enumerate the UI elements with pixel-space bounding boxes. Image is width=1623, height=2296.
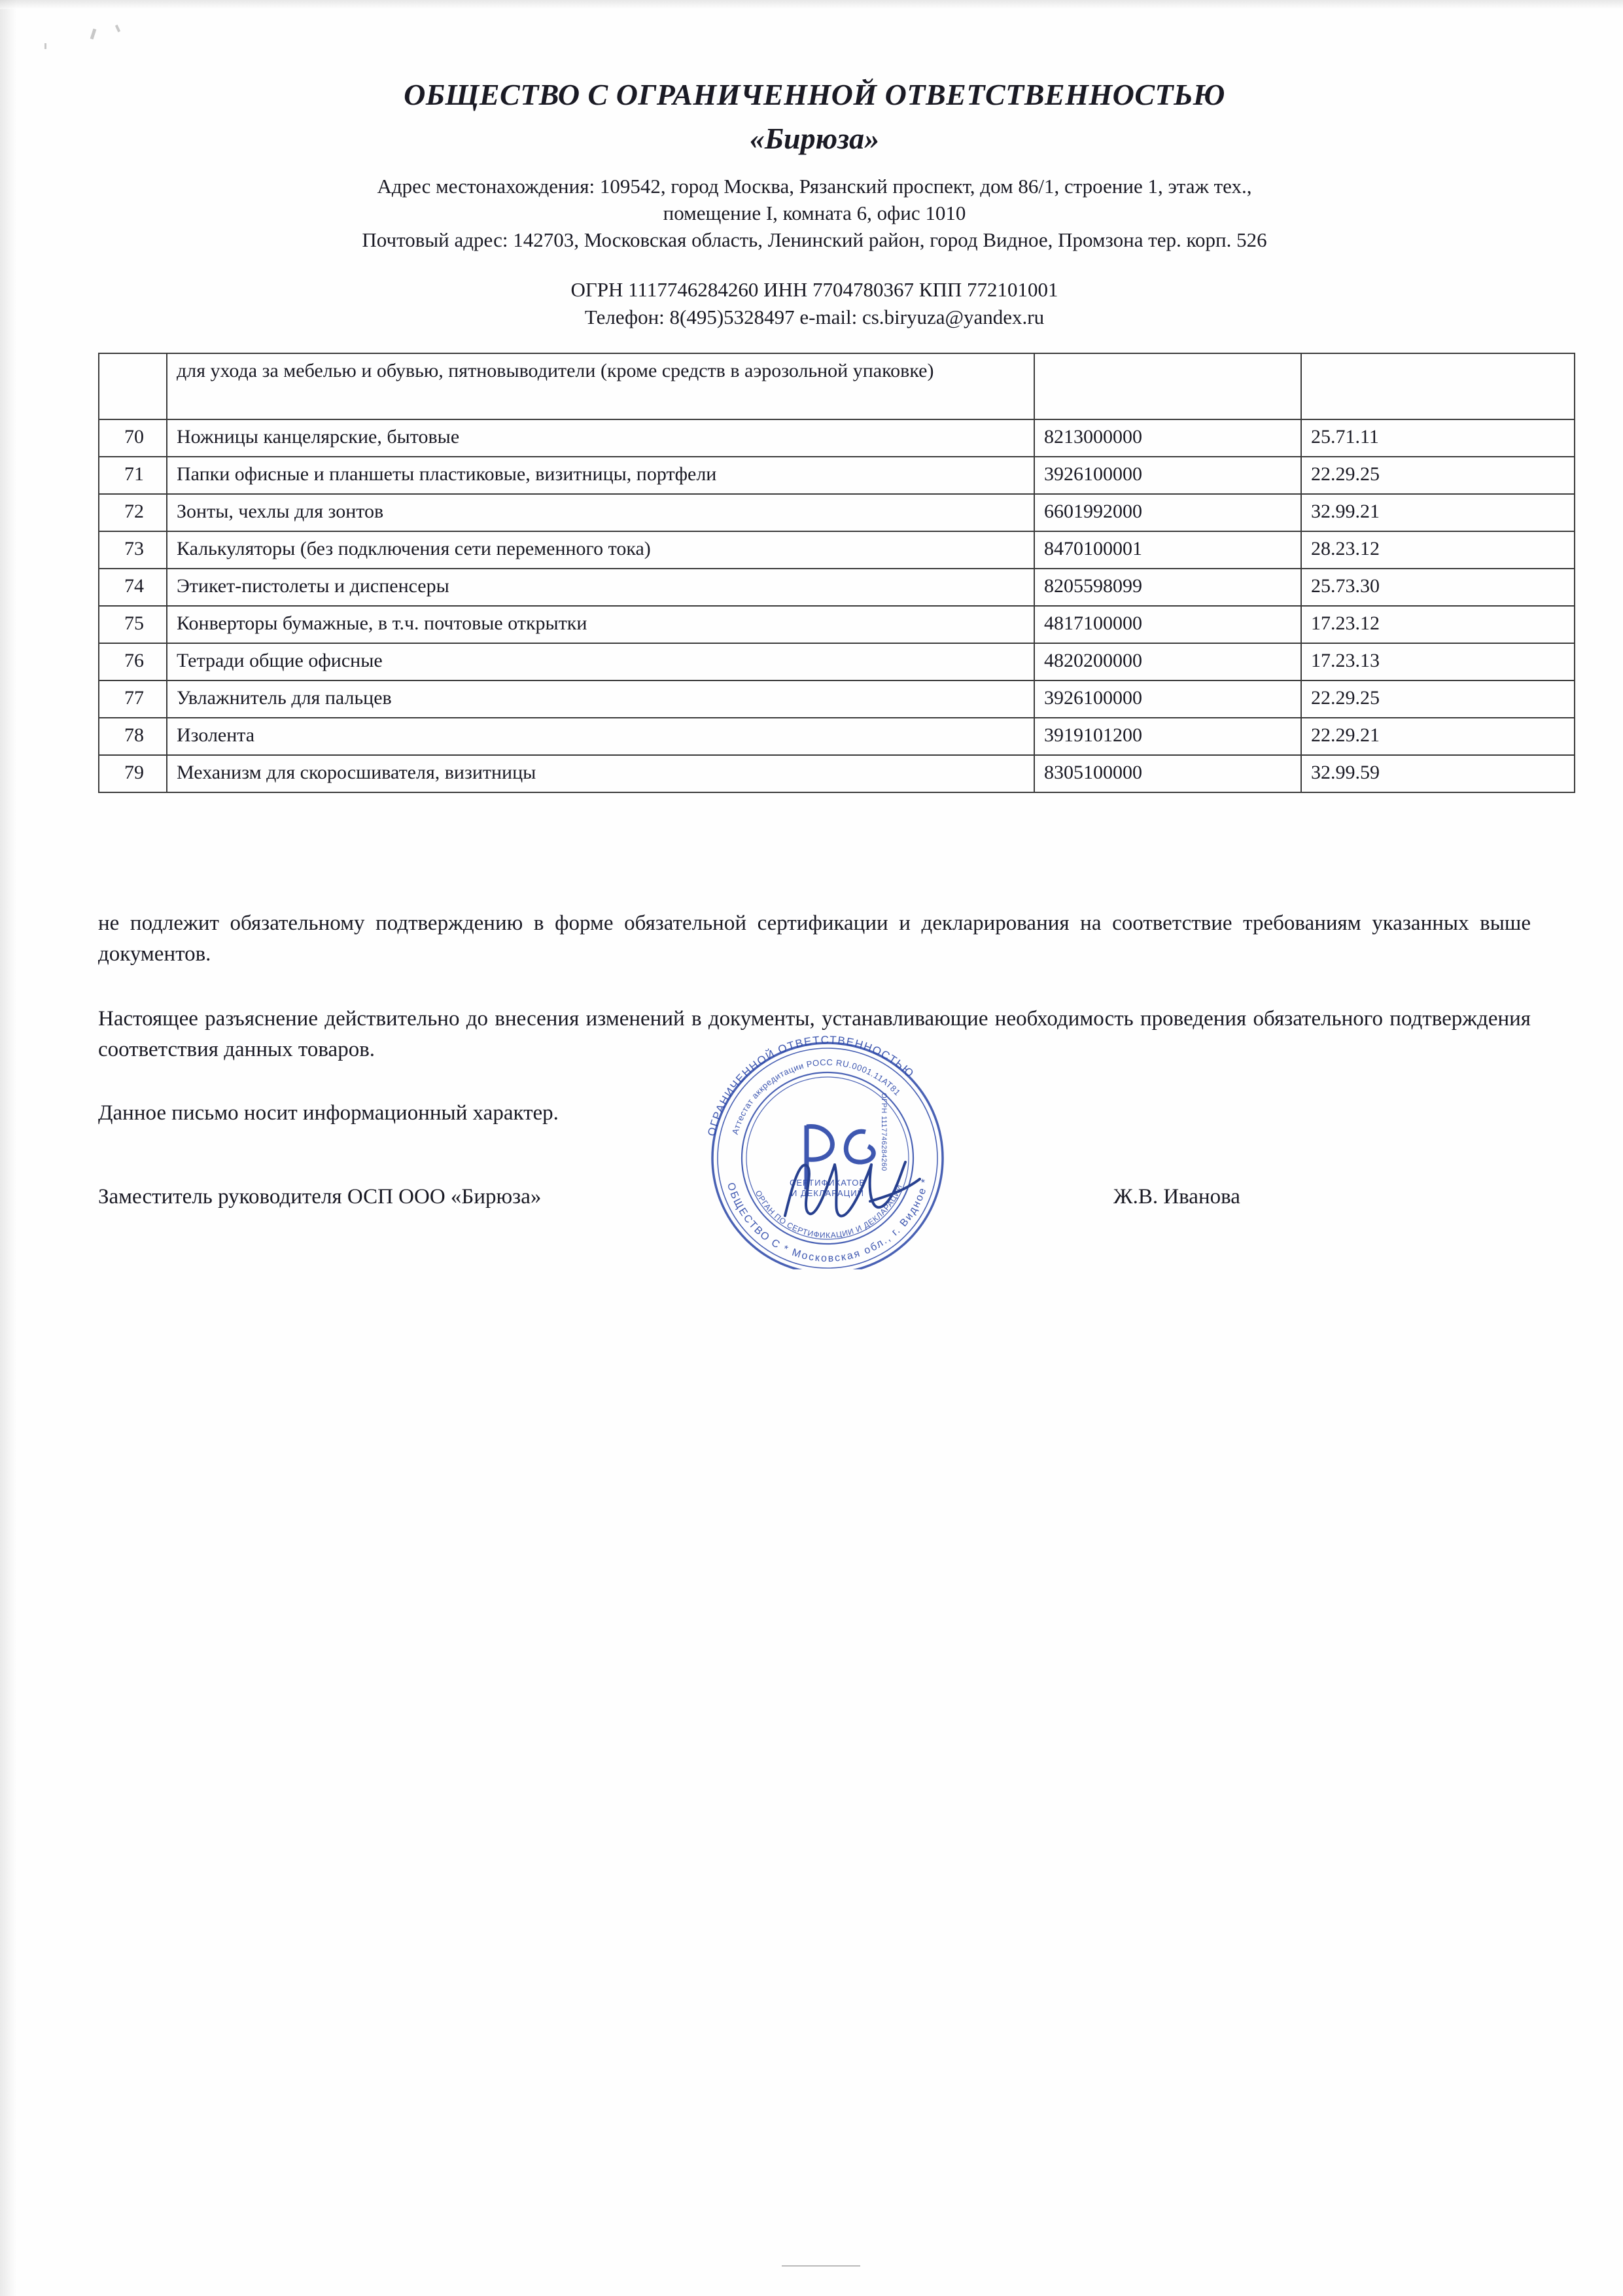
row-code: 4817100000 (1034, 606, 1301, 643)
table-row (99, 419, 1575, 457)
row-number (99, 353, 167, 419)
row-name: для ухода за мебелью и обувью, пятновыводители (кроме средств в аэрозольной упаковке) (167, 353, 1034, 419)
registration-line-1: ОГРН 1117746284260 ИНН 7704780367 КПП 772101001 (570, 277, 1058, 301)
svg-text:ОГРАНИЧЕННОЙ ОТВЕТСТВЕННОСТЬЮ: ОГРАНИЧЕННОЙ ОТВЕТСТВЕННОСТЬЮ (705, 1034, 917, 1138)
row-number: 75 (99, 606, 167, 643)
row-name: Изолента (167, 718, 1034, 755)
row-okpd: 28.23.12 (1301, 531, 1575, 569)
row-code: 8470100001 (1034, 531, 1301, 569)
document-content (98, 0, 1531, 1224)
row-number: 74 (99, 569, 167, 606)
address-line-1: Адрес местонахождения: 109542, город Москва, Рязанский проспект, дом 86/1, строение 1, этаж тех., (377, 175, 1252, 198)
table-row (99, 643, 1575, 680)
company-type-heading: ОБЩЕСТВО С ОГРАНИЧЕННОЙ ОТВЕТСТВЕННОСТЬЮ (404, 78, 1225, 111)
signature-row (98, 1185, 1531, 1224)
row-name: Конверторы бумажные, в т.ч. почтовые открытки (167, 606, 1034, 643)
row-okpd: 32.99.21 (1301, 494, 1575, 531)
svg-text:Аттестат аккредитации РОСС RU.: Аттестат аккредитации РОСС RU.0001.11АТ81 (729, 1057, 903, 1136)
svg-text:ОБЩЕСТВО С * Московская обл.,: ОБЩЕСТВО С * Московская обл., г. Видное * (724, 1176, 932, 1265)
row-name: Папки офисные и планшеты пластиковые, визитницы, портфели (167, 457, 1034, 494)
svg-text:ОГРН 1117746284260: ОГРН 1117746284260 (880, 1093, 888, 1171)
paragraph-1: не подлежит обязательному подтверждению в форме обязательной сертификации и декларирования на соответствие требованиям указанных выше документов. (98, 911, 1531, 966)
table-row (99, 718, 1575, 755)
row-name: Механизм для скоросшивателя, визитницы (167, 755, 1034, 792)
table-row (99, 531, 1575, 569)
table-row (99, 755, 1575, 792)
row-okpd: 32.99.59 (1301, 755, 1575, 792)
signatory-position: Заместитель руководителя ОСП ООО «Бирюза» (98, 1184, 542, 1209)
row-number: 71 (99, 457, 167, 494)
address-line-2: помещение I, комната 6, офис 1010 (663, 202, 966, 225)
row-okpd: 22.29.25 (1301, 457, 1575, 494)
row-name: Тетради общие офисные (167, 643, 1034, 680)
row-number: 77 (99, 680, 167, 718)
signatory-name: Ж.В. Иванова (1113, 1184, 1240, 1209)
row-okpd: 22.29.25 (1301, 680, 1575, 718)
paragraph-3: Данное письмо носит информационный характер. (98, 1101, 559, 1125)
row-name: Увлажнитель для пальцев (167, 680, 1034, 718)
scan-speck (90, 29, 97, 40)
row-code: 8305100000 (1034, 755, 1301, 792)
row-name: Калькуляторы (без подключения сети переменного тока) (167, 531, 1034, 569)
row-number: 73 (99, 531, 167, 569)
registration-line-2: Телефон: 8(495)5328497 e-mail: cs.biryuza@yandex.ru (584, 305, 1045, 328)
row-okpd: 17.23.13 (1301, 643, 1575, 680)
row-okpd: 25.71.11 (1301, 419, 1575, 457)
row-name: Этикет-пистолеты и диспенсеры (167, 569, 1034, 606)
row-okpd: 17.23.12 (1301, 606, 1575, 643)
registration-block (98, 276, 1531, 331)
row-name: Зонты, чехлы для зонтов (167, 494, 1034, 531)
scan-edge-left (0, 0, 17, 2296)
row-number: 79 (99, 755, 167, 792)
row-code: 3926100000 (1034, 457, 1301, 494)
row-code: 3926100000 (1034, 680, 1301, 718)
paragraph-2: Настоящее разъяснение действительно до внесения изменений в документы, устанавливающие необходимость проведения обязательного подтверждения соответствия данных товаров. (98, 1007, 1531, 1061)
svg-text:И ДЕКЛАРАЦИЙ: И ДЕКЛАРАЦИЙ (791, 1188, 864, 1198)
row-code: 8205598099 (1034, 569, 1301, 606)
row-number: 78 (99, 718, 167, 755)
row-code: 4820200000 (1034, 643, 1301, 680)
table-row (99, 353, 1575, 419)
row-number: 70 (99, 419, 167, 457)
row-code: 6601992000 (1034, 494, 1301, 531)
row-code: 3919101200 (1034, 718, 1301, 755)
table-row (99, 457, 1575, 494)
svg-text:ОРГАН ПО СЕРТИФИКАЦИИ И ДЕКЛАР: ОРГАН ПО СЕРТИФИКАЦИИ И ДЕКЛАРАЦИЙ (753, 1182, 905, 1241)
address-line-3: Почтовый адрес: 142703, Московская область, Ленинский район, город Видное, Промзона тер. корп. 526 (362, 228, 1267, 252)
table-row (99, 680, 1575, 718)
table-row (99, 606, 1575, 643)
page-fold-mark (782, 2265, 860, 2267)
row-code (1034, 353, 1301, 419)
table-row (99, 494, 1575, 531)
svg-text:СЕРТИФИКАТОВ: СЕРТИФИКАТОВ (789, 1178, 866, 1188)
table-row (99, 569, 1575, 606)
row-okpd: 22.29.21 (1301, 718, 1575, 755)
row-okpd (1301, 353, 1575, 419)
row-okpd: 25.73.30 (1301, 569, 1575, 606)
row-number: 72 (99, 494, 167, 531)
address-block (98, 173, 1531, 254)
goods-table (98, 353, 1575, 793)
company-name-heading: «Бирюза» (749, 122, 880, 155)
scan-speck (44, 43, 46, 49)
row-code: 8213000000 (1034, 419, 1301, 457)
row-name: Ножницы канцелярские, бытовые (167, 419, 1034, 457)
row-number: 76 (99, 643, 167, 680)
